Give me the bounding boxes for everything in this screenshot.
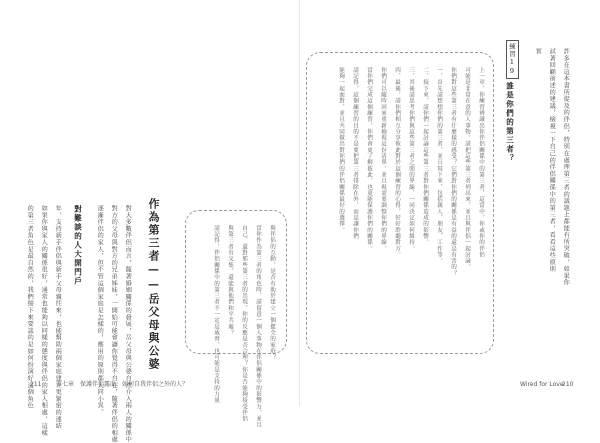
page-number: 211 (30, 381, 42, 388)
body-column: 年，支持新手伴侶與新手父母親往來，也能幫助兩個家庭建立更緊密的連結 (54, 205, 62, 430)
body-column: 逐漸伴侶的家人，但不管這個家庭是怎樣的，應用的原則都大同小異。 (96, 205, 104, 416)
body-column: 如果你與家人的關係很好，通常也能夠以同樣的態度與伴侶的家人相處，這樣 (40, 205, 48, 437)
exercise-title: 誰是你們的第三者？ (505, 82, 515, 163)
box-column: 二、接下來，請你們一起討論這些第三者對你們關係造成的影響。 (422, 67, 428, 246)
box-column: 請記得，這個練習的目的不是要把第三者排除在外，而是讓你們 (352, 67, 358, 240)
body-column: 對大多數伴侶而言，隨著婚姻關係的發展，岳父母與公婆自然介入兩人的關係中 (124, 205, 132, 443)
box-column: 你們可以隨時回來重新檢視這份清單，並且視需要調整你們的界線。 (380, 67, 386, 252)
box-column: 能夠一起面對，並且共同做出對你們的伴侶關係最好的選擇。 (338, 67, 344, 234)
box-column: 請記得，伴侶關係中的第三者不一定是威脅，也可能是支持的力量 (213, 225, 219, 404)
box-column: 上一章，你練習辨識出你伴侶關係中的第三者，這當中，你或你的伴侶 (478, 67, 484, 258)
right-page (300, 0, 600, 406)
running-footer: 第七章 保護伴侶露面：如何自我伴侶之外的人？ (56, 381, 189, 388)
subsection-title: 對難談的人大開門戶 (73, 205, 83, 286)
exercise-label: 練習19 (506, 40, 519, 79)
section-title: 作為第三者——岳父母與公婆 (147, 198, 160, 371)
body-column: 對方的父母與對方的兄弟姊妹，一開始可能會讓你覺得不自在，隨著伴侶的相處 (110, 205, 118, 443)
page-number: 210 (562, 381, 574, 388)
box-column: 當你作為第三者的角色時，請留意一個人事物在伴侶關係中的影響力，並且 (255, 225, 261, 428)
intro-column: 許多在這本書所提及的伴侶，特別在處理第三者的議題上都能有所突破，如果你 (562, 48, 570, 286)
box-column: 三、其後請思考你們與這些第三者之間的界線，一同決定如何維持。 (408, 67, 414, 252)
exercise-box (306, 52, 494, 354)
box-column: 與伴侶的互動，是否有助於建立一個健全的家庭？ (269, 225, 275, 361)
box-column: 你們對這些第三者有什麼樣的感受？它們對你們的關係是有益的還是有害的？ (450, 67, 456, 277)
box-column: 當你們完成這個練習，你們會更了解彼此，也更能保護你們的關係。 (366, 67, 372, 252)
body-column: 的第三者角色是最自然的，我們接下來要談的是如何扮演好這個角色 (26, 205, 34, 409)
intro-column: 實 (534, 48, 542, 55)
running-footer: Wired for Love (520, 381, 564, 388)
intro-column: 試著回顧前述的建議，檢視一下自己的伴侶關係中的第三者，看看這些原則 (548, 48, 556, 273)
box-column: 一、首先請想想你們的第三者，並且寫下來，包括親人、朋友、工作等。 (436, 67, 442, 264)
box-column: 四、最後，請你們相互分享彼此對於這個練習的心得，好好聆聽對方。 (394, 67, 400, 258)
box-column: 自己，還對那些第三者的出現，你的反應是否合理？你是否能夠接受伴侶 (241, 225, 247, 422)
box-column: 與第三者有交集，還能與他們和平共處？ (227, 225, 233, 336)
box-column: 可能是非常在意的人事物。請把這些第三者列出來，並且與伴侶一起討論。 (464, 67, 470, 270)
reflection-box (185, 210, 287, 428)
